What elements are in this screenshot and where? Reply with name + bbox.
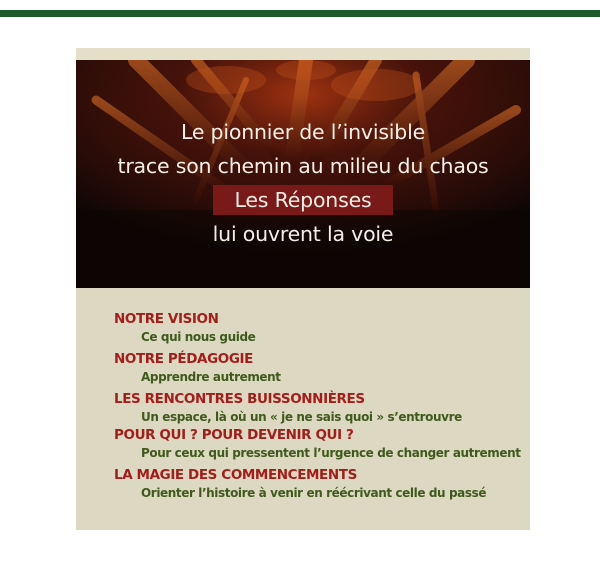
content-panel <box>76 48 530 530</box>
menu-item-title[interactable]: LES RENCONTRES BUISSONNIÈRES <box>114 391 365 407</box>
menu-item-pour-qui[interactable] <box>114 426 521 462</box>
section-menu <box>114 310 521 502</box>
menu-item-subtitle[interactable]: Ce qui nous guide <box>141 330 256 344</box>
hero-banner <box>76 60 530 288</box>
hero-line-2: trace son chemin au milieu du chaos <box>117 154 489 178</box>
hero-line-4: lui ouvrent la voie <box>212 222 394 246</box>
menu-item-vision[interactable] <box>114 310 514 346</box>
hero-highlight: Les Réponses <box>213 185 394 215</box>
hero-line-1: Le pionnier de l’invisible <box>180 120 426 144</box>
top-green-bar <box>0 10 600 17</box>
menu-item-title[interactable]: POUR QUI ? POUR DEVENIR QUI ? <box>114 427 354 443</box>
menu-item-title[interactable]: LA MAGIE DES COMMENCEMENTS <box>114 467 357 483</box>
menu-item-subtitle[interactable]: Un espace, là où un « je ne sais quoi » s’entrouvre <box>141 410 462 424</box>
menu-item-title[interactable]: NOTRE PÉDAGOGIE <box>114 351 253 367</box>
hero-tagline <box>76 115 530 251</box>
menu-item-commencements[interactable] <box>114 466 514 502</box>
menu-item-subtitle[interactable]: Apprendre autrement <box>141 370 281 384</box>
menu-item-subtitle[interactable]: Orienter l’histoire à venir en réécrivant celle du passé <box>141 486 487 500</box>
menu-item-subtitle[interactable]: Pour ceux qui pressentent l’urgence de changer autrement <box>141 446 521 460</box>
menu-item-rencontres[interactable] <box>114 390 514 426</box>
menu-item-pedagogie[interactable] <box>114 350 514 386</box>
menu-item-title[interactable]: NOTRE VISION <box>114 311 219 327</box>
panel-top-strip <box>76 48 530 60</box>
